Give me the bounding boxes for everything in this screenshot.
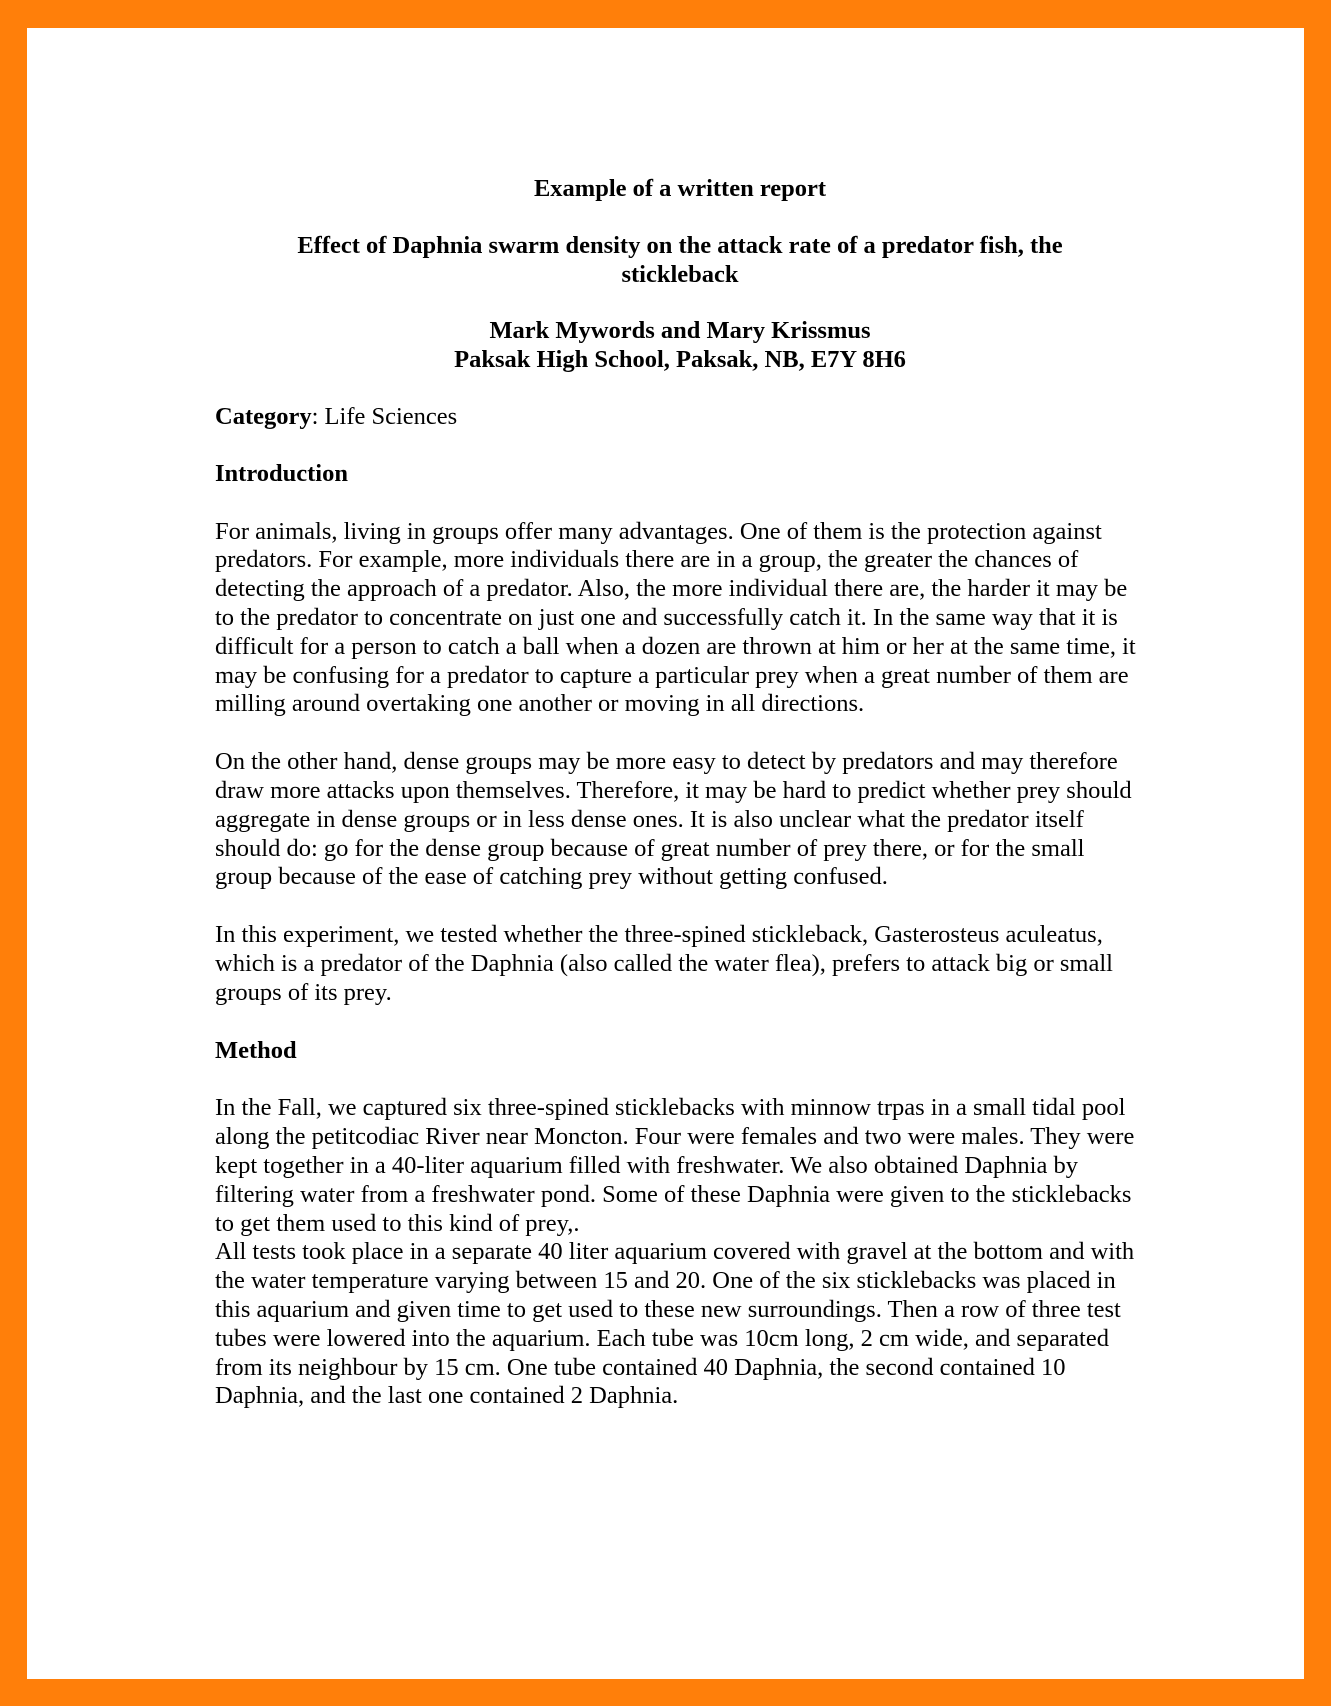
paragraph: For animals, living in groups offer many advantages. One of them is the protection against predators. For example, more individuals there are in a group, the greater the chances of detecting the approach of a predator. Also, the more individual there are, the harder it may be to the predator to concentrate on just one and successfully catch it. In the same way that it is difficult for a person to catch a ball when a dozen are thrown at him or her at the same time, it may be confusing for a predator to capture a particular prey when a great number of them are milling around overtaking one another or moving in all directions. (215, 517, 1136, 718)
authors-line: Mark Mywords and Mary Krissmus (489, 317, 871, 345)
section-heading-method: Method (215, 1036, 297, 1064)
paragraph: In this experiment, we tested whether the three-spined stickleback, Gasterosteus aculeatus, which is a predator of the Daphnia (also called the water flea), prefers to attack big or small groups of its prey. (215, 921, 1113, 1006)
category-label: Category (215, 402, 312, 430)
category-line (215, 403, 1145, 432)
category-value: Life Sciences (324, 402, 458, 430)
author-block (215, 317, 1145, 375)
document-title: Example of a written report (533, 175, 827, 202)
school-line: Paksak High School, Paksak, NB, E7Y 8H6 (454, 346, 906, 374)
document-page (27, 28, 1304, 1679)
paragraph: On the other hand, dense groups may be more easy to detect by predators and may therefore draw more attacks upon themselves. Therefore, it may be hard to predict whether prey should aggregate in dense groups or in less dense ones. It is also unclear what the predator itself should do: go for the dense group because of great number of prey there, or for the small group because of the ease of catching prey without getting confused. (215, 748, 1132, 891)
section-heading-introduction: Introduction (215, 459, 348, 487)
paragraph: All tests took place in a separate 40 liter aquarium covered with gravel at the bottom and with the water temperature varying between 15 and 20. One of the six sticklebacks was placed in this aquarium and given time to get used to these new surroundings. Then a row of three test tubes were lowered into the aquarium. Each tube was 10cm long, 2 cm wide, and separated from its neighbour by 15 cm. One tube contained 40 Daphnia, the second contained 10 Daphnia, and the last one contained 2 Daphnia. (215, 1238, 1135, 1410)
paragraph: In the Fall, we captured six three-spined sticklebacks with minnow trpas in a small tidal pool along the petitcodiac River near Moncton. Four were females and two were males. They were kept together in a 40-liter aquarium filled with freshwater. We also obtained Daphnia by filtering water from a freshwater pond. Some of these Daphnia were given to the sticklebacks to get them used to this kind of prey,. (215, 1094, 1135, 1237)
report-title: Effect of Daphnia swarm density on the attack rate of a predator fish, the stickleback (297, 231, 1063, 288)
category-separator: : (311, 402, 325, 430)
document-body (215, 175, 1145, 1411)
